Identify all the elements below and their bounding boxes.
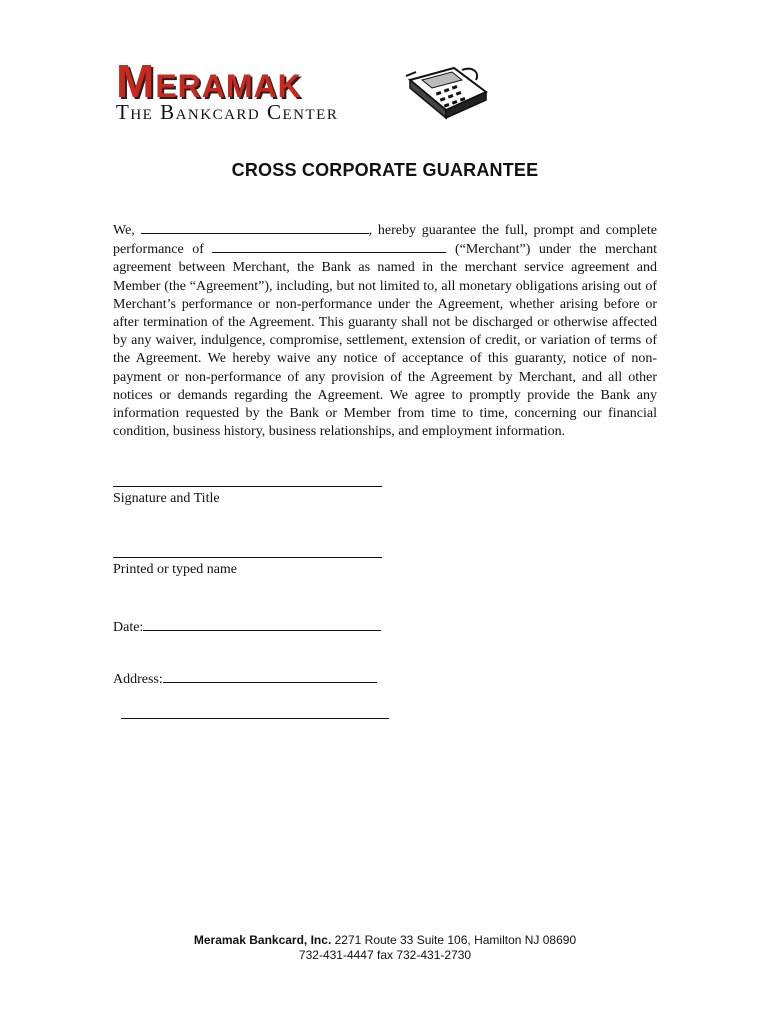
footer-company: Meramak Bankcard, Inc. <box>193 933 332 947</box>
merchant-name-blank[interactable] <box>212 240 446 253</box>
signature-label: Signature and Title <box>113 491 220 506</box>
guarantor-name-blank[interactable] <box>141 221 369 234</box>
address-label: Address: <box>113 672 163 687</box>
printed-name-line[interactable] <box>113 557 382 558</box>
company-logo <box>112 55 492 128</box>
footer-street: 2271 Route 33 Suite 106, Hamilton NJ 08690 <box>334 933 577 947</box>
logo-tagline: The Bankcard Center <box>116 100 339 124</box>
printed-name-label: Printed or typed name <box>113 562 238 577</box>
page-title: CROSS CORPORATE GUARANTEE <box>231 160 539 180</box>
logo-wordmark: Meramak <box>116 55 302 107</box>
body-text-1: , hereby guarantee the full, prompt and complete performance of <box>113 223 658 258</box>
body-text-2: (“Merchant”) under the merchant agreement between Merchant, the Bank as named in the merchant service agreement and Member (the “Agreement”), including, but not limited to, all monetary obligations arising out of Merchant’s performance or non-performance under the Agreement, whether arising before or after termination of the Agreement. This guaranty shall not be discharged or otherwise affected by any waiver, indulgence, compromise, settlement, extension of credit, or variation of terms of the Agreement. We hereby waive any notice of acceptance of this guaranty, notice of non-payment or non-performance of any provision of the Agreement by Merchant, and all other notices or demands regarding the Agreement. We agree to promptly provide the Bank any information requested by the Bank or Member from time to time, concerning our financial condition, business history, business relationships, and employment information. <box>113 242 658 440</box>
footer-phones: 732-431-4447 fax 732-431-2730 <box>298 948 472 962</box>
body-we: We, <box>113 223 135 238</box>
signature-line[interactable] <box>113 486 382 487</box>
date-line[interactable] <box>143 617 381 631</box>
card-terminal-icon <box>402 62 492 122</box>
address-line-1[interactable] <box>163 669 377 683</box>
date-field <box>113 617 381 636</box>
footer-address <box>0 933 770 948</box>
date-label: Date: <box>113 620 144 635</box>
address-line-2[interactable] <box>121 718 389 719</box>
address-field <box>113 669 377 688</box>
guarantee-paragraph <box>113 221 657 441</box>
